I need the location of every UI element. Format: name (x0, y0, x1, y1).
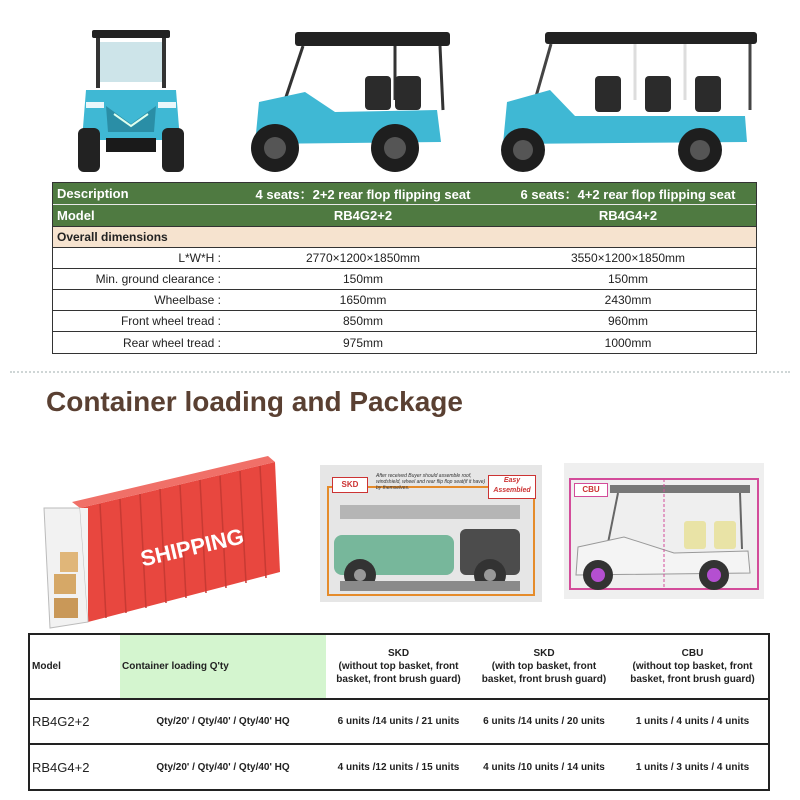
spec-row-value-2: 1000mm (604, 335, 652, 350)
spec-row-value-2: 3550×1200×1850mm (570, 251, 686, 265)
skd1-line2: basket, front brush guard) (336, 674, 461, 685)
skd1-title: SKD (387, 648, 410, 659)
spec-row-value-2: 960mm (607, 314, 648, 328)
skd1-line1: (without top basket, front (338, 661, 459, 672)
section-label: Overall dimensions (57, 230, 168, 244)
header-col-6-seats: 6 seats：4+2 rear flop flipping seat (520, 187, 736, 202)
row1-skd2: 6 units /14 units / 20 units (483, 716, 605, 727)
header-model: Model (32, 661, 61, 672)
header-skd-without-top (326, 635, 471, 698)
row1-model: RB4G2+2 (32, 714, 90, 729)
container-shipping-text: SHIPPING (138, 523, 247, 572)
section-overall-dimensions (53, 226, 756, 248)
cbu-title: CBU (681, 648, 704, 659)
row2-cbu: 1 units / 3 units / 4 units (635, 761, 750, 773)
row1-skd1: 6 units /14 units / 21 units (337, 716, 460, 727)
spec-row-value-1: 850mm (342, 314, 383, 328)
spec-row-value-1: 1650mm (339, 293, 387, 307)
spec-row (53, 332, 756, 353)
row1-qty: Qty/20' / Qty/40' / Qty/40' HQ (156, 716, 290, 727)
row2-qty: Qty/20' / Qty/40' / Qty/40' HQ (156, 761, 290, 773)
model-rb4g4: RB4G4+2 (598, 208, 658, 223)
skd-note: After received Buyer should assemble roof, windshield, wheel and rear flip flop seat(if it have) by themselves. (376, 473, 486, 491)
cbu-illustration (564, 463, 764, 599)
header-col-4-seats: 4 seats：2+2 rear flop flipping seat (255, 187, 471, 202)
model-rb4g2: RB4G2+2 (333, 208, 393, 223)
row1-cbu: 1 units / 4 units / 4 units (635, 716, 750, 727)
spec-row-label: L*W*H : (178, 251, 221, 265)
skd2-line2: basket, front brush guard) (481, 674, 607, 685)
spec-header-row (53, 183, 756, 204)
skd2-line1: (with top basket, front (491, 661, 597, 672)
section-divider (10, 371, 790, 373)
header-container-qty: Container loading Q'ty (122, 661, 229, 672)
spec-row-label: Wheelbase : (154, 293, 221, 307)
spec-table (52, 182, 757, 354)
model-label: Model (57, 208, 95, 223)
spec-row-label: Min. ground clearance : (95, 272, 221, 286)
shipping-container-illustration (40, 452, 290, 630)
golf-cart-front-photo (76, 28, 186, 176)
row2-skd2: 4 units /10 units / 14 units (483, 761, 605, 773)
description-label: Description (57, 186, 129, 201)
spec-row-label: Front wheel tread : (120, 314, 221, 328)
spec-row (53, 248, 756, 269)
golf-cart-6-seat-photo (495, 30, 760, 176)
section-title: Container loading and Package (46, 386, 463, 417)
golf-cart-4-seat-photo (245, 30, 455, 176)
row2-model: RB4G4+2 (32, 759, 90, 775)
spec-row (53, 290, 756, 311)
row2-skd1: 4 units /12 units / 15 units (337, 761, 460, 773)
spec-row (53, 269, 756, 290)
spec-row-label: Rear wheel tread : (122, 335, 221, 350)
easy-assembled-badge: Easy Assembled (488, 475, 536, 499)
spec-row-value-2: 2430mm (604, 293, 652, 307)
header-cbu (617, 635, 768, 698)
skd-illustration (320, 465, 542, 602)
model-row (53, 204, 756, 226)
spec-row-value-1: 975mm (342, 335, 383, 350)
cbu-line2: basket, front brush guard) (630, 674, 755, 685)
spec-row-value-1: 150mm (342, 272, 383, 286)
container-loading-table (28, 633, 770, 791)
spec-row-value-2: 150mm (607, 272, 648, 286)
spec-row-value-1: 2770×1200×1850mm (305, 251, 421, 265)
spec-row (53, 311, 756, 332)
cbu-label: CBU (574, 483, 608, 497)
header-skd-with-top (471, 635, 617, 698)
skd-label: SKD (332, 477, 368, 493)
cbu-line1: (without top basket, front (632, 661, 753, 672)
skd2-title: SKD (533, 648, 555, 659)
